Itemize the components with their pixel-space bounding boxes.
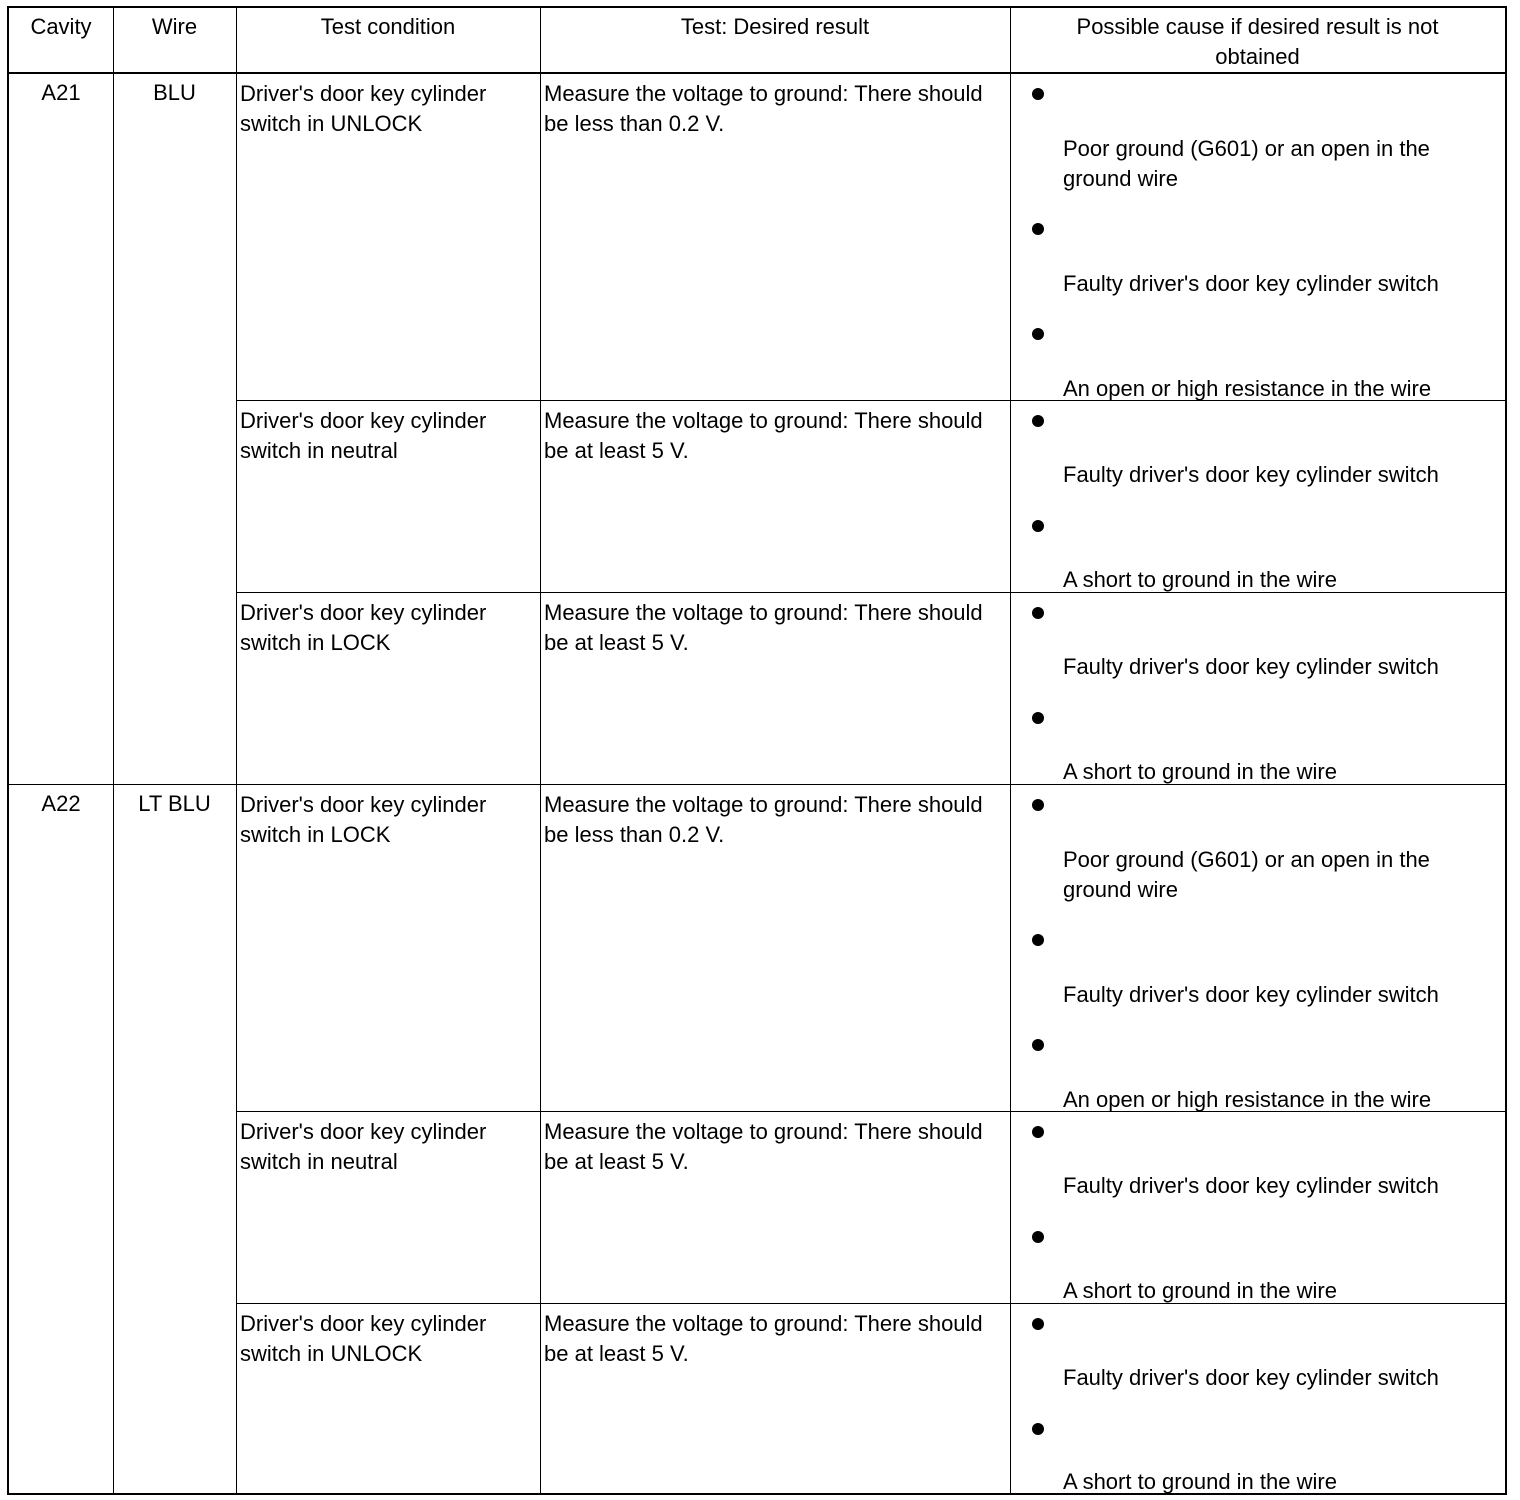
cause-item: Faulty driver's door key cylinder switch <box>1063 1365 1439 1390</box>
column-divider <box>540 8 541 1493</box>
cavity-cell: A21 <box>41 80 81 105</box>
bullet-icon <box>1032 1126 1044 1138</box>
bullet-icon <box>1032 328 1044 340</box>
cavity-cell: A22 <box>41 791 81 816</box>
desired-result-cell: Measure the voltage to ground: There should be less than 0.2 V. <box>544 81 983 136</box>
cause-item: Poor ground (G601) or an open in the ground wire <box>1063 847 1430 902</box>
test-condition-cell: Driver's door key cylinder switch in UNLOCK <box>240 81 487 136</box>
bullet-icon <box>1032 1039 1044 1051</box>
cause-item: Faulty driver's door key cylinder switch <box>1063 982 1439 1007</box>
cause-item: A short to ground in the wire <box>1063 1469 1337 1493</box>
test-condition-cell: Driver's door key cylinder switch in LOCK <box>240 600 487 655</box>
wire-cell: LT BLU <box>138 791 211 816</box>
test-condition-cell: Driver's door key cylinder switch in UNLOCK <box>240 1311 487 1366</box>
bullet-icon <box>1032 520 1044 532</box>
bullet-icon <box>1032 712 1044 724</box>
bullet-icon <box>1032 934 1044 946</box>
cause-item: Faulty driver's door key cylinder switch <box>1063 271 1439 296</box>
desired-result-cell: Measure the voltage to ground: There should be less than 0.2 V. <box>544 792 983 847</box>
desired-result-cell: Measure the voltage to ground: There should be at least 5 V. <box>544 1311 983 1366</box>
cause-item: A short to ground in the wire <box>1063 567 1337 592</box>
possible-cause-cell <box>1010 785 1505 1111</box>
possible-cause-cell <box>1010 593 1505 784</box>
cause-item: Faulty driver's door key cylinder switch <box>1063 654 1439 679</box>
desired-result-cell: Measure the voltage to ground: There should be at least 5 V. <box>544 1119 983 1174</box>
bullet-icon <box>1032 607 1044 619</box>
column-divider <box>113 8 114 1493</box>
cause-item: A short to ground in the wire <box>1063 759 1337 784</box>
bullet-icon <box>1032 415 1044 427</box>
cause-item: Faulty driver's door key cylinder switch <box>1063 1173 1439 1198</box>
wire-cell: BLU <box>153 80 196 105</box>
desired-result-cell: Measure the voltage to ground: There should be at least 5 V. <box>544 600 983 655</box>
bullet-icon <box>1032 799 1044 811</box>
bullet-icon <box>1032 1318 1044 1330</box>
bullet-icon <box>1032 1231 1044 1243</box>
diagnostic-table <box>7 6 1507 1495</box>
bullet-icon <box>1032 88 1044 100</box>
column-divider <box>236 8 237 1493</box>
desired-result-cell: Measure the voltage to ground: There should be at least 5 V. <box>544 408 983 463</box>
header-desired-result: Test: Desired result <box>680 14 870 39</box>
header-test-condition: Test condition <box>320 14 456 39</box>
test-condition-cell: Driver's door key cylinder switch in neutral <box>240 1119 487 1174</box>
cause-item: A short to ground in the wire <box>1063 1278 1337 1303</box>
bullet-icon <box>1032 223 1044 235</box>
test-condition-cell: Driver's door key cylinder switch in neutral <box>240 408 487 463</box>
test-condition-cell: Driver's door key cylinder switch in LOCK <box>240 792 487 847</box>
cause-item: An open or high resistance in the wire <box>1063 376 1432 401</box>
possible-cause-cell <box>1010 401 1505 592</box>
cause-item: Faulty driver's door key cylinder switch <box>1063 462 1439 487</box>
possible-cause-cell <box>1010 1304 1505 1493</box>
possible-cause-cell <box>1010 1112 1505 1303</box>
possible-cause-cell <box>1010 74 1505 400</box>
cause-item: An open or high resistance in the wire <box>1063 1087 1432 1112</box>
cause-item: Poor ground (G601) or an open in the ground wire <box>1063 136 1430 191</box>
header-wire: Wire <box>151 14 198 39</box>
bullet-icon <box>1032 1423 1044 1435</box>
header-possible-cause: Possible cause if desired result is not obtained <box>1076 14 1439 69</box>
header-cavity: Cavity <box>30 14 92 39</box>
